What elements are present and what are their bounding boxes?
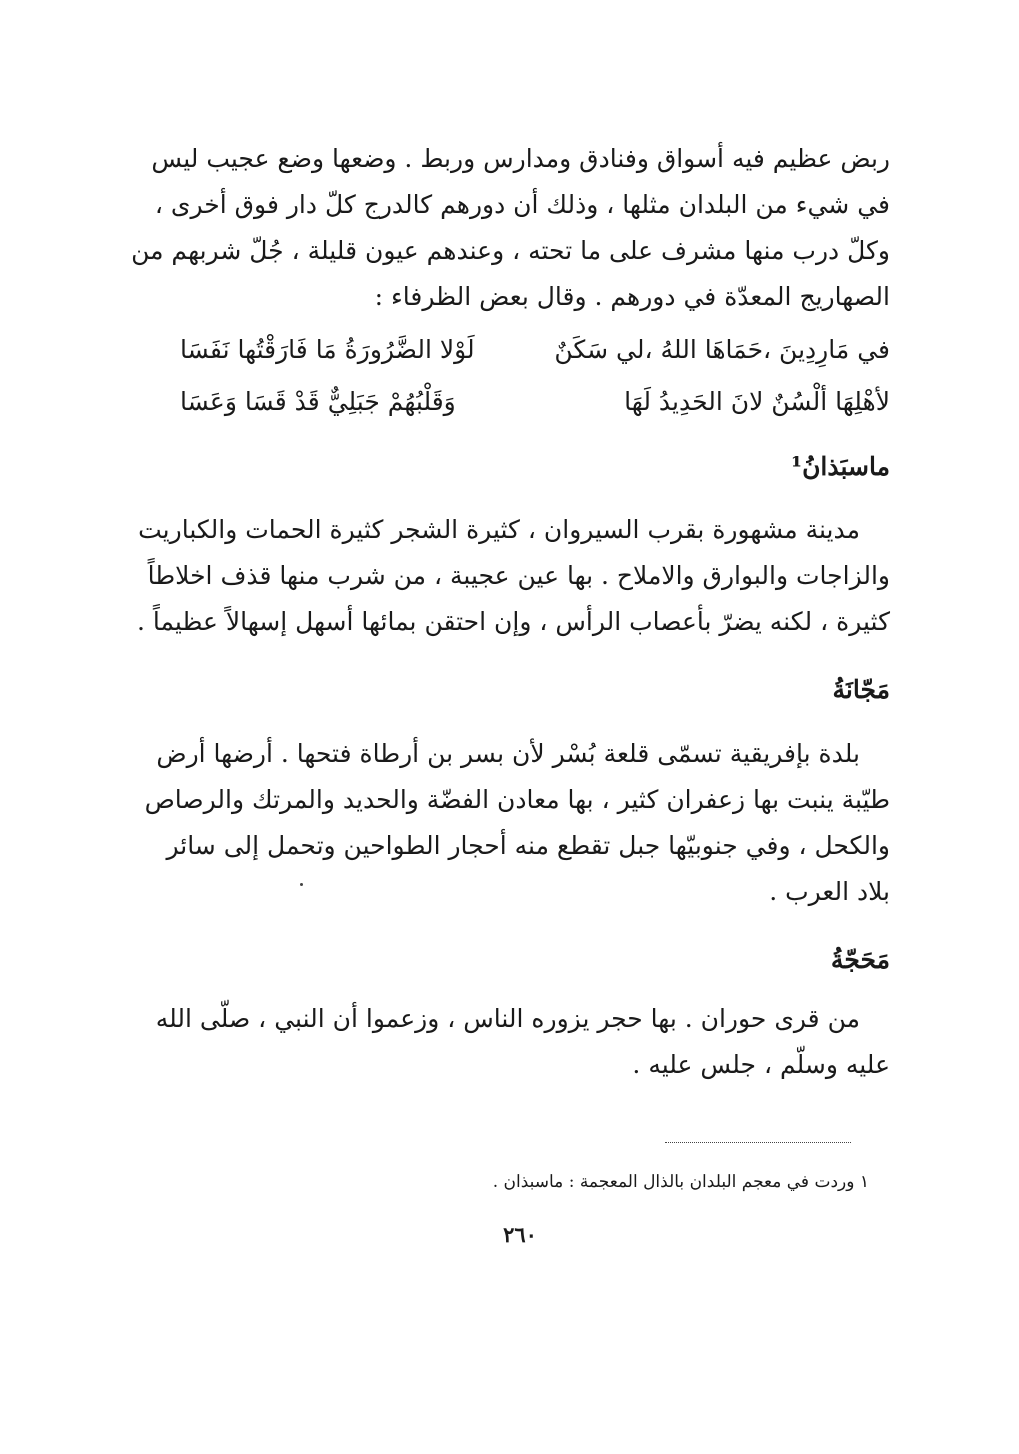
- entry-heading: مَجّانَةُ: [832, 675, 890, 704]
- page-number: ٢٦٠: [503, 1222, 537, 1247]
- text-line: بلاد العرب .: [769, 877, 890, 906]
- text-line: وكلّ درب منها مشرف على ما تحته ، وعندهم عيون قليلة ، جُلّ شربهم من: [131, 236, 890, 265]
- text-line: عليه وسلّم ، جلس عليه .: [632, 1050, 890, 1079]
- text-line: كثيرة ، لكنه يضرّ بأعصاب الرأس ، وإن احتقن بمائها أسهل إسهالاً عظيماً .: [136, 607, 890, 636]
- poem-verse: [180, 379, 890, 425]
- verse-second-hemistich: لَوْلا الضَّرُورَةُ مَا فَارَقْتُها نَفَسَا: [180, 335, 475, 364]
- text-line: الصهاريج المعدّة في دورهم . وقال بعض الظرفاء :: [374, 282, 890, 311]
- text-line: ربض عظيم فيه أسواق وفنادق ومدارس وربط . وضعها وضع عجيب ليس: [151, 144, 890, 173]
- footnote: ١ وردت في معجم البلدان بالذال المعجمة : ماسبذان .: [492, 1172, 869, 1192]
- entry-heading: ماسبَذانُ¹: [791, 452, 890, 481]
- intro-paragraph: [131, 136, 890, 320]
- ink-speck: [300, 883, 303, 886]
- footnote-separator: [665, 1142, 851, 1143]
- entry-paragraph: [144, 731, 890, 915]
- verse-first-hemistich: في مَارِدِينَ ،حَمَاهَا اللهُ ،لي سَكَنٌ: [554, 335, 890, 364]
- text-line: طيّبة ينبت بها زعفران كثير ، بها معادن الفضّة والحديد والمرتك والرصاص: [144, 785, 890, 814]
- entry-heading: مَحَجّةُ: [830, 945, 890, 974]
- text-line: مدينة مشهورة بقرب السيروان ، كثيرة الشجر كثيرة الحمات والكباريت: [138, 515, 860, 544]
- poem: [180, 327, 890, 425]
- entry-paragraph: [155, 996, 890, 1088]
- text-line: بلدة بإفريقية تسمّى قلعة بُسْر لأن بسر بن أرطاة فتحها . أرضها أرض: [156, 739, 860, 768]
- text-line: والزاجات والبوارق والاملاح . بها عين عجيبة ، من شرب منها قذف اخلاطاً: [147, 561, 890, 590]
- entry-paragraph: [136, 507, 890, 645]
- text-line: في شيء من البلدان مثلها ، وذلك أن دورهم كالدرج كلّ دار فوق أخرى ،: [154, 190, 890, 219]
- text-line: والكحل ، وفي جنوبيّها جبل تقطع منه أحجار الطواحين وتحمل إلى سائر: [166, 831, 890, 860]
- verse-second-hemistich: وَقَلْبُهُمْ جَبَلِيٌّ قَدْ قَسَا وَعَسَا: [180, 387, 456, 416]
- verse-first-hemistich: لأهْلِهَا ألْسُنٌ لانَ الحَدِيدُ لَهَا: [624, 387, 890, 416]
- poem-verse: [180, 327, 890, 373]
- text-line: من قرى حوران . بها حجر يزوره الناس ، وزعموا أن النبي ، صلّى الله: [155, 1004, 860, 1033]
